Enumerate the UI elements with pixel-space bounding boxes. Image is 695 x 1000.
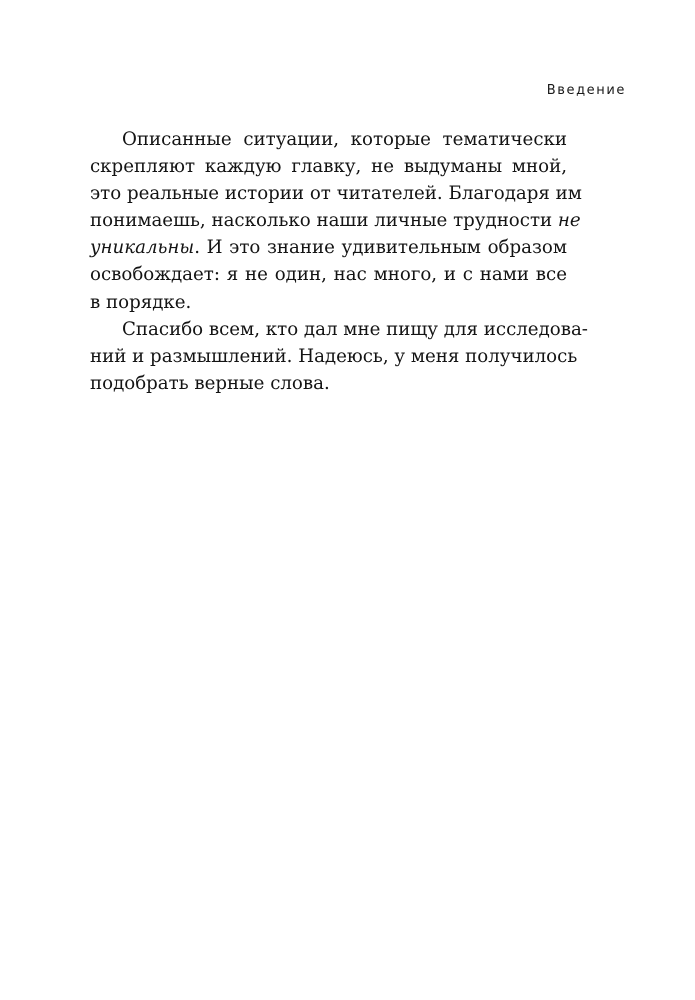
line-text: в порядке. bbox=[90, 291, 192, 313]
line-text: это реальные истории от читателей. Благодаря им bbox=[90, 183, 582, 205]
text-line bbox=[90, 316, 588, 343]
paragraph-2 bbox=[90, 316, 588, 397]
text-line bbox=[90, 153, 567, 180]
emphasis-text: не bbox=[557, 210, 581, 232]
text-line bbox=[90, 207, 581, 234]
line-text: освобождает: я не один, нас много, и с нами все bbox=[90, 264, 567, 286]
body-text bbox=[90, 126, 588, 397]
line-text: подобрать верные слова. bbox=[90, 372, 330, 394]
text-line bbox=[90, 343, 578, 370]
line-text: Описанные ситуации, которые тематически bbox=[122, 129, 567, 150]
text-line bbox=[90, 370, 567, 397]
text-line bbox=[90, 289, 567, 316]
running-head: Введение bbox=[546, 83, 626, 98]
line-text: скрепляют каждую главку, не выдуманы мной, bbox=[90, 156, 567, 178]
line-text: Спасибо всем, кто дал мне пищу для исследова- bbox=[122, 318, 588, 340]
text-line bbox=[90, 234, 567, 261]
emphasis-text: уникальны bbox=[90, 237, 195, 259]
line-text: . И это знание удивительным образом bbox=[194, 237, 567, 259]
paragraph-1 bbox=[90, 126, 582, 316]
text-line bbox=[90, 261, 567, 288]
line-text: понимаешь, насколько наши личные трудности bbox=[90, 210, 558, 232]
text-line bbox=[90, 126, 567, 153]
line-text: ний и размышлений. Надеюсь, у меня получилось bbox=[90, 345, 578, 367]
text-line bbox=[90, 180, 582, 207]
